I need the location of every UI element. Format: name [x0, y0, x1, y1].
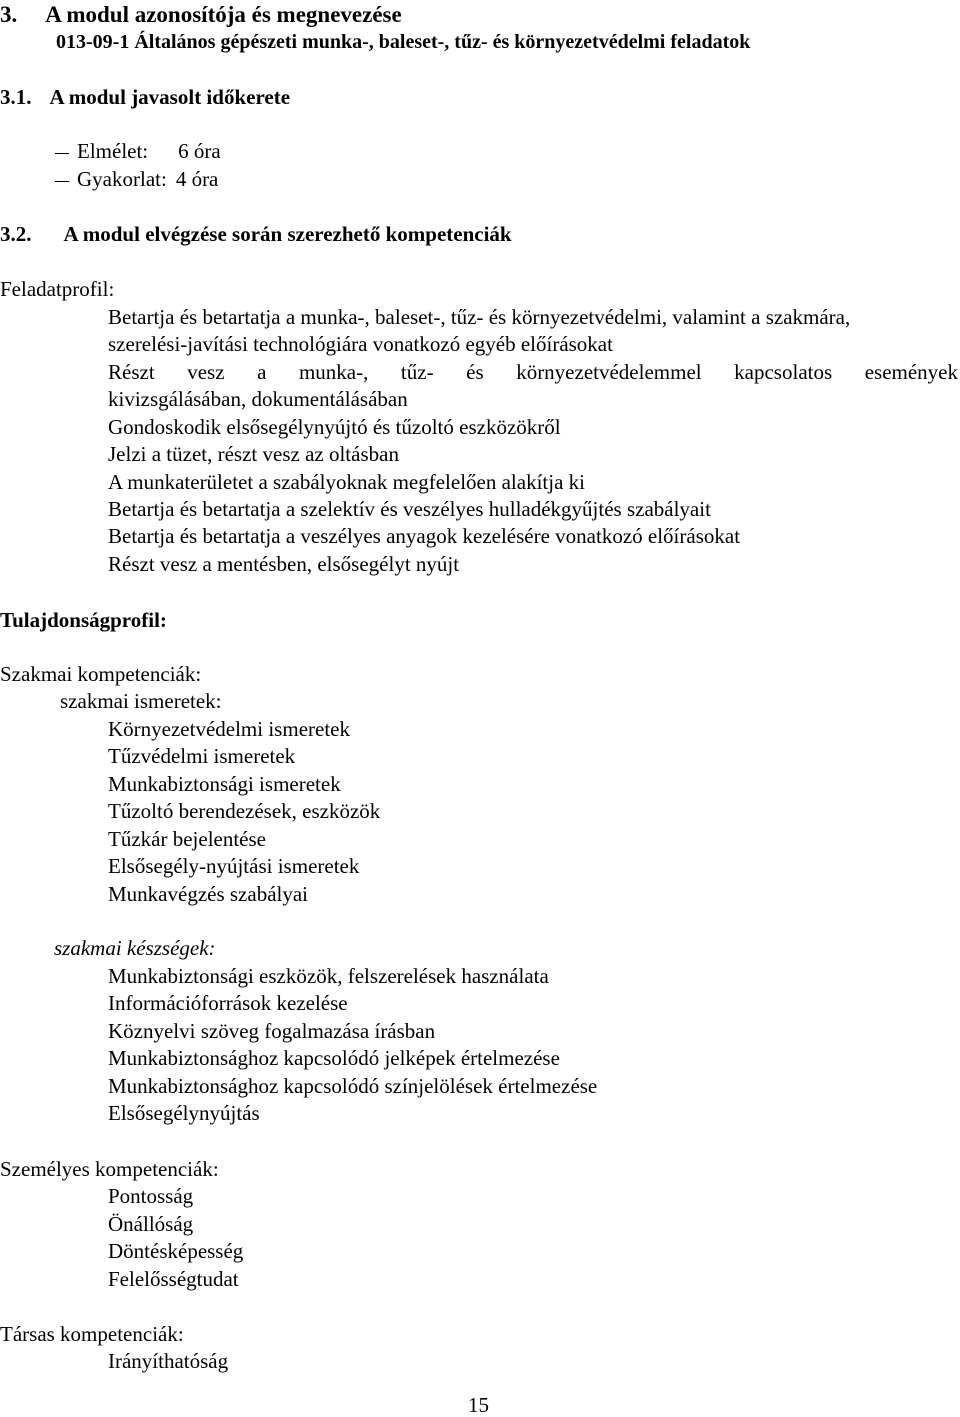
personal-item: Pontosság: [108, 1184, 194, 1208]
professional-skills-label: szakmai készségek:: [54, 936, 216, 960]
section-3-1-title: A modul javasolt időkerete: [49, 85, 291, 109]
personal-competencies-label: Személyes kompetenciák:: [0, 1157, 219, 1181]
skill-item: Információforrások kezelése: [108, 991, 348, 1015]
property-profile-label: Tulajdonságprofil:: [0, 608, 167, 632]
knowledge-item: Tűzkár bejelentése: [108, 827, 266, 851]
section-3-heading: [0, 3, 402, 26]
theory-value: 6 óra: [178, 139, 221, 163]
knowledge-item: Elsősegély-nyújtási ismeretek: [108, 854, 360, 878]
knowledge-item: Tűzvédelmi ismeretek: [108, 744, 296, 768]
professional-competencies-label: Szakmai kompetenciák:: [0, 662, 202, 686]
practice-hours-row: [55, 169, 218, 190]
task-profile-item: Betartja és betartatja a szelektív és veszélyes hulladékgyűjtés szabályait: [108, 497, 711, 521]
social-item: Irányíthatóság: [108, 1349, 229, 1373]
dash-bullet: [55, 181, 69, 182]
task-profile-item: kivizsgálásában, dokumentálásában: [108, 387, 408, 411]
skill-item: Munkabiztonsághoz kapcsolódó színjelölések értelmezése: [108, 1074, 598, 1098]
skill-item: Munkabiztonsághoz kapcsolódó jelképek értelmezése: [108, 1046, 560, 1070]
knowledge-item: Munkavégzés szabályai: [108, 882, 309, 906]
task-profile-item: Gondoskodik elsősegélynyújtó és tűzoltó eszközökről: [108, 415, 561, 439]
task-profile-item: szerelési-javítási technológiára vonatkozó egyéb előírásokat: [108, 332, 613, 356]
section-3-1-number: 3.1.: [0, 85, 32, 109]
personal-item: Felelősségtudat: [108, 1267, 239, 1291]
task-profile-item: Részt vesz a mentésben, elsősegélyt nyújt: [108, 552, 460, 576]
section-3-2-number: 3.2.: [0, 222, 32, 246]
skill-item: Köznyelvi szöveg fogalmazása írásban: [108, 1019, 436, 1043]
practice-value: 4 óra: [175, 167, 219, 191]
professional-knowledge-label: szakmai ismeretek:: [60, 689, 222, 713]
skill-item: Munkabiztonsági eszközök, felszerelések használata: [108, 964, 549, 988]
task-profile-item: Részt vesz a munka-, tűz- és környezetvédelemmel kapcsolatos események: [108, 360, 958, 384]
knowledge-item: Környezetvédelmi ismeretek: [108, 717, 350, 741]
personal-item: Döntésképesség: [108, 1239, 244, 1263]
section-3-2-heading: [0, 224, 512, 245]
task-profile-label: Feladatprofil:: [0, 277, 115, 301]
social-competencies-label: Társas kompetenciák:: [0, 1322, 184, 1346]
task-profile-item: A munkaterületet a szabályoknak megfelelően alakítja ki: [108, 470, 585, 494]
section-3-number: 3.: [0, 2, 18, 27]
knowledge-item: Tűzoltó berendezések, eszközök: [108, 799, 381, 823]
page-number: 15: [468, 1393, 489, 1417]
practice-label: Gyakorlat:: [77, 167, 167, 191]
section-3-2-title: A modul elvégzése során szerezhető kompetenciák: [63, 222, 512, 246]
task-profile-item: Betartja és betartatja a munka-, baleset-, tűz- és környezetvédelmi, valamint a szakmára,: [108, 305, 851, 329]
section-3-1-heading: [0, 87, 290, 108]
personal-item: Önállóság: [108, 1212, 194, 1236]
theory-label: Elmélet:: [77, 139, 149, 163]
task-profile-item: Jelzi a tüzet, részt vesz az oltásban: [108, 442, 399, 466]
skill-item: Elsősegélynyújtás: [108, 1101, 260, 1125]
dash-bullet: [55, 153, 69, 154]
knowledge-item: Munkabiztonsági ismeretek: [108, 772, 341, 796]
module-subtitle: 013-09-1 Általános gépészeti munka-, baleset-, tűz- és környezetvédelmi feladatok: [56, 31, 751, 53]
task-profile-item: Betartja és betartatja a veszélyes anyagok kezelésére vonatkozó előírásokat: [108, 524, 741, 548]
section-3-title: A modul azonosítója és megnevezése: [45, 2, 402, 27]
theory-hours-row: [55, 141, 221, 162]
